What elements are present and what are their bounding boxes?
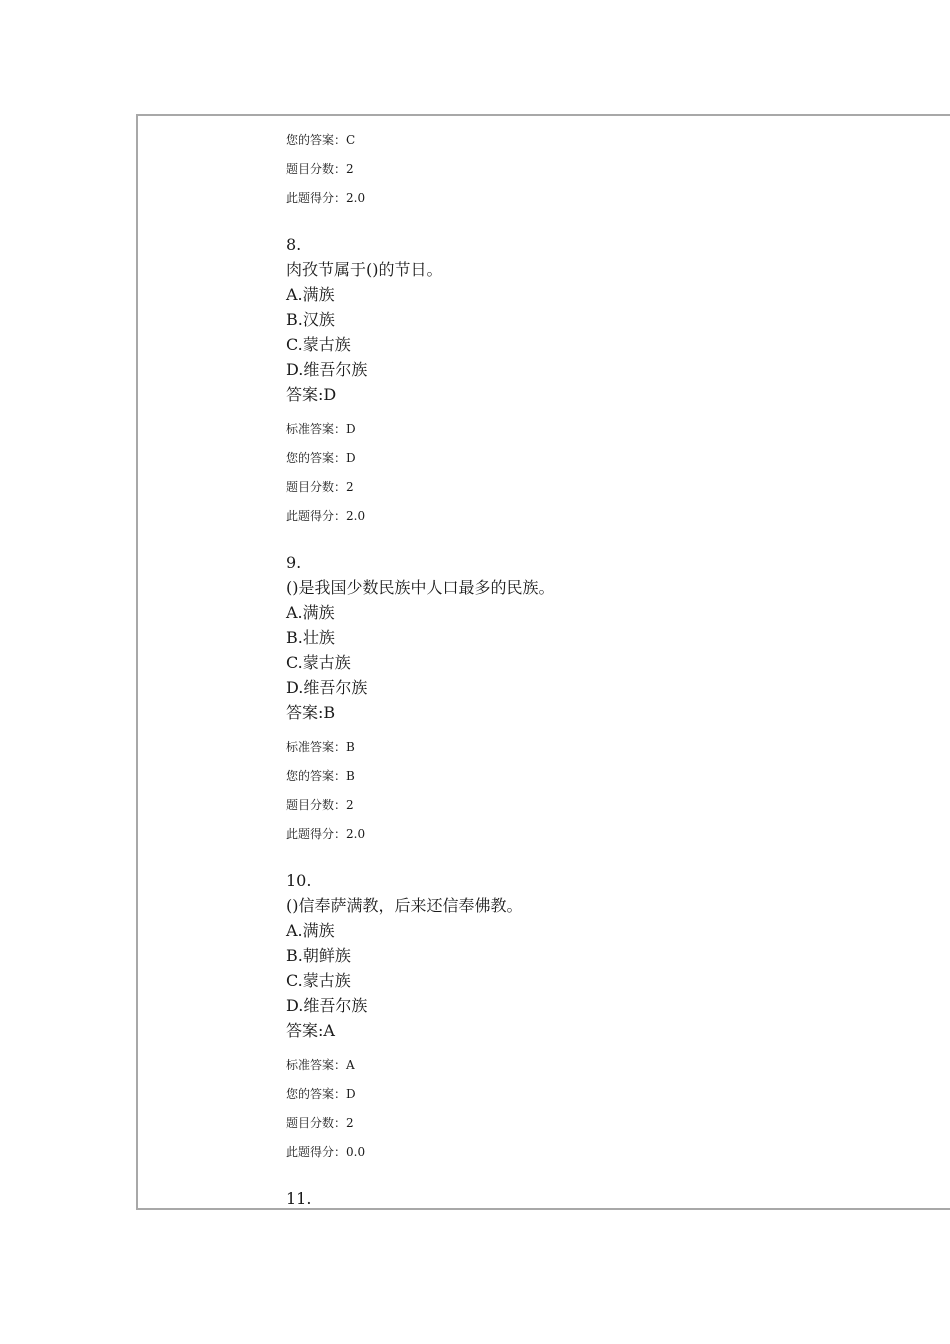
option-c: C.蒙古族 [286, 335, 351, 354]
option-b: B.壮族 [286, 628, 335, 647]
answer-line: 答案:B [286, 703, 336, 722]
earned-score-line: 此题得分：0.0 [286, 1145, 366, 1159]
your-answer-line: 您的答案：B [286, 769, 355, 783]
option-b: B.朝鲜族 [286, 946, 351, 965]
option-a: A.满族 [286, 603, 335, 622]
earned-score-line: 此题得分：2.0 [286, 191, 366, 205]
question-number: 8. [286, 235, 302, 254]
option-b: B.汉族 [286, 310, 335, 329]
option-c: C.蒙古族 [286, 971, 351, 990]
earned-score-line: 此题得分：2.0 [286, 827, 366, 841]
option-a: A.满族 [286, 921, 335, 940]
answer-line: 答案:A [286, 1021, 335, 1040]
option-d: D.维吾尔族 [286, 996, 368, 1015]
standard-answer-line: 标准答案：D [286, 422, 356, 436]
standard-answer-line: 标准答案：A [286, 1058, 355, 1072]
question-score-line: 题目分数：2 [286, 1116, 354, 1130]
question-number: 9. [286, 553, 302, 572]
your-answer-line: 您的答案：D [286, 451, 356, 465]
question-score-line: 题目分数：2 [286, 162, 354, 176]
your-answer-line: 您的答案：C [286, 133, 356, 147]
earned-score-line: 此题得分：2.0 [286, 509, 366, 523]
option-d: D.维吾尔族 [286, 360, 368, 379]
question-number: 11. [286, 1189, 312, 1208]
question-number: 10. [286, 871, 312, 890]
question-stem: ()是我国少数民族中人口最多的民族。 [286, 578, 555, 597]
question-stem: 肉孜节属于()的节日。 [286, 260, 443, 279]
question-score-line: 题目分数：2 [286, 798, 354, 812]
answer-line: 答案:D [286, 385, 337, 404]
option-a: A.满族 [286, 285, 335, 304]
question-stem: ()信奉萨满教，后来还信奉佛教。 [286, 896, 523, 915]
quiz-review-panel [136, 114, 950, 1210]
option-c: C.蒙古族 [286, 653, 351, 672]
option-d: D.维吾尔族 [286, 678, 368, 697]
standard-answer-line: 标准答案：B [286, 740, 355, 754]
question-score-line: 题目分数：2 [286, 480, 354, 494]
your-answer-line: 您的答案：D [286, 1087, 356, 1101]
